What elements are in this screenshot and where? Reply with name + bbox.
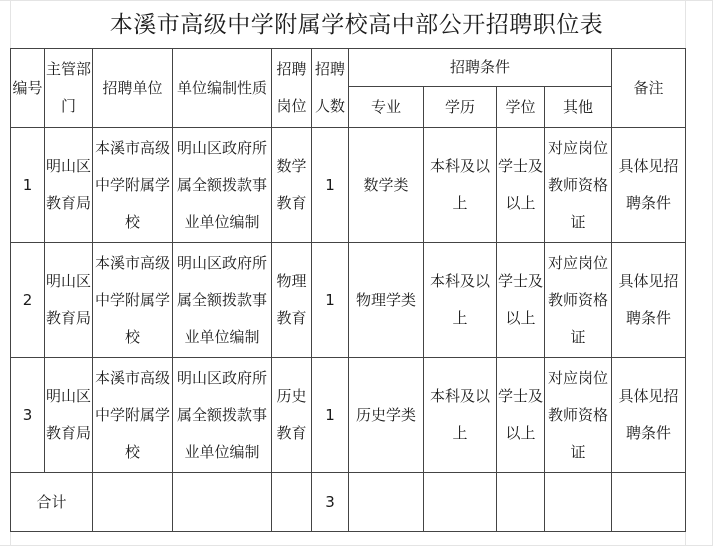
table-row xyxy=(11,243,686,358)
cell-dept: 明山区教育局 xyxy=(45,128,93,243)
cell-other: 对应岗位教师资格证 xyxy=(545,243,612,358)
cell-post: 物理教育 xyxy=(272,243,312,358)
cell-education: 本科及以上 xyxy=(424,358,497,473)
cell-major: 物理学类 xyxy=(349,243,424,358)
cell-remarks: 具体见招聘条件 xyxy=(612,358,686,473)
cell-number: 3 xyxy=(11,358,45,473)
header-number: 编号 xyxy=(11,49,45,128)
header-dept: 主管部门 xyxy=(45,49,93,128)
cell-post: 数学教育 xyxy=(272,128,312,243)
total-empty-cell xyxy=(93,473,173,532)
header-remarks: 备注 xyxy=(612,49,686,128)
header-education: 学历 xyxy=(424,87,497,128)
page-title: 本溪市高级中学附属学校高中部公开招聘职位表 xyxy=(109,12,604,38)
cell-nature: 明山区政府所属全额拨款事业单位编制 xyxy=(173,358,272,473)
header-count: 招聘人数 xyxy=(312,49,349,128)
gridline xyxy=(0,0,713,1)
cell-number: 1 xyxy=(11,128,45,243)
cell-remarks: 具体见招聘条件 xyxy=(612,128,686,243)
header-nature: 单位编制性质 xyxy=(173,49,272,128)
total-empty-cell xyxy=(545,473,612,532)
header-post: 招聘岗位 xyxy=(272,49,312,128)
recruitment-table xyxy=(10,48,686,532)
total-label: 合计 xyxy=(11,473,93,532)
total-empty-cell xyxy=(497,473,545,532)
header-other: 其他 xyxy=(545,87,612,128)
cell-post: 历史教育 xyxy=(272,358,312,473)
cell-other: 对应岗位教师资格证 xyxy=(545,358,612,473)
cell-major: 数学类 xyxy=(349,128,424,243)
header-major: 专业 xyxy=(349,87,424,128)
total-empty-cell xyxy=(272,473,312,532)
total-empty-cell xyxy=(349,473,424,532)
cell-count: 1 xyxy=(312,243,349,358)
cell-unit: 本溪市高级中学附属学校 xyxy=(93,128,173,243)
cell-dept: 明山区教育局 xyxy=(45,358,93,473)
table-row xyxy=(11,358,686,473)
cell-count: 1 xyxy=(312,128,349,243)
header-conditions: 招聘条件 xyxy=(349,49,612,87)
cell-unit: 本溪市高级中学附属学校 xyxy=(93,358,173,473)
cell-degree: 学士及以上 xyxy=(497,128,545,243)
header-row-top xyxy=(11,49,686,87)
total-count: 3 xyxy=(312,473,349,532)
cell-unit: 本溪市高级中学附属学校 xyxy=(93,243,173,358)
header-degree: 学位 xyxy=(497,87,545,128)
cell-degree: 学士及以上 xyxy=(497,358,545,473)
cell-major: 历史学类 xyxy=(349,358,424,473)
header-unit: 招聘单位 xyxy=(93,49,173,128)
total-empty-cell xyxy=(424,473,497,532)
total-empty-cell xyxy=(173,473,272,532)
table-row xyxy=(11,128,686,243)
cell-degree: 学士及以上 xyxy=(497,243,545,358)
cell-remarks: 具体见招聘条件 xyxy=(612,243,686,358)
cell-nature: 明山区政府所属全额拨款事业单位编制 xyxy=(173,128,272,243)
cell-education: 本科及以上 xyxy=(424,128,497,243)
total-row xyxy=(11,473,686,532)
cell-other: 对应岗位教师资格证 xyxy=(545,128,612,243)
total-empty-cell xyxy=(612,473,686,532)
cell-nature: 明山区政府所属全额拨款事业单位编制 xyxy=(173,243,272,358)
cell-dept: 明山区教育局 xyxy=(45,243,93,358)
cell-number: 2 xyxy=(11,243,45,358)
cell-count: 1 xyxy=(312,358,349,473)
cell-education: 本科及以上 xyxy=(424,243,497,358)
